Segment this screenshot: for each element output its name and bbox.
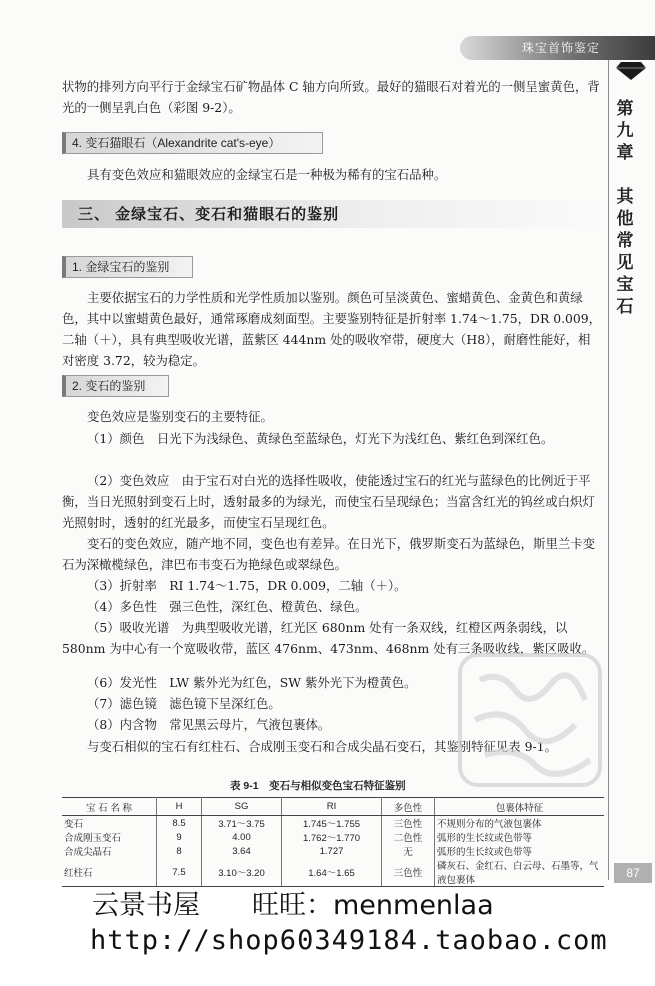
table-cell: 1.64～1.65 [282,858,382,887]
table-row [62,830,604,844]
table-cell: 3.10～3.20 [202,858,282,887]
table-cell: 1.745～1.755 [282,816,382,831]
header-title: 珠宝首饰鉴定 [522,41,601,55]
paragraph-chrysoberyl-identification: 主要依据宝石的力学性质和光学性质加以鉴别。颜色可呈淡黄色、蜜蜡黄色、金黄色和黄绿色，其中以蜜蜡黄色最好，通常琢磨成刻面型。主要鉴别特征是折射率 1.74～1.75，DR 0.009，二轴（＋），具有典型吸收光谱，蓝紫区 444nm 处的吸收窄带，硬度大（H8），耐磨性能好，相对密度 3.72，较为稳定。 [62,290,602,368]
section-title: 三、 金绿宝石、变石和猫眼石的鉴别 [78,206,340,223]
table-cell: 合成尖晶石 [62,844,157,858]
chapter-title-char: 见 [616,253,634,273]
table-header-row [62,798,604,816]
table-cell: 4.00 [202,830,282,844]
table-cell: 三色性 [382,816,435,831]
paragraph-color-change: （2）变色效应 由于宝石对白光的选择性吸收，使能透过宝石的红光与蓝绿色的比例近于平衡，当日光照射到变石上时，透射最多的为绿光，而使宝石呈现绿色；当富含红光的钨丝或白炽灯光照射时，透射的红光最多，而使宝石呈现红色。 [62,473,595,530]
chapter-title-char: 他 [616,209,634,229]
label-alexandrite-identification: 2. 变石的鉴别 [62,375,169,397]
table-cell: 弧形的生长纹或色带等 [437,847,533,858]
table-cell: 磷灰石、金红石、白云母、石墨等，气液包裹体 [435,858,605,887]
table-header-cell: 包裹体特征 [435,798,605,816]
table-header-cell: SG [202,798,282,816]
paragraph-color: （1）颜色 日光下为浅绿色、黄绿色至蓝绿色，灯光下为浅红色、紫红色到深红色。 [87,431,554,446]
paragraph-alexandrite-intro: 变色效应是鉴别变石的主要特征。 [87,409,273,424]
footer-url[interactable]: http://shop60349184.taobao.com [90,925,608,956]
table-cell: 7.5 [157,858,202,887]
sidebar-rule [608,60,609,880]
footer-shop-info [92,883,494,922]
table-cell: 3.71～3.75 [202,816,282,831]
sidebar-chapter [614,98,636,318]
table-cell: 合成刚玉变石 [62,830,157,844]
table-header-cell: 宝 石 名 称 [62,798,157,816]
page-number: 87 [614,863,652,883]
chapter-title-char: 石 [616,297,634,317]
table-header-cell: RI [282,798,382,816]
paragraph-color-change-origin: 变石的变色效应，随产地不同，变色也有差异。在日光下，俄罗斯变石为蓝绿色，斯里兰卡变石为深橄榄绿色，津巴布韦变石为艳绿色或翠绿色。 [62,536,596,572]
table-cell: 不规则分布的气液包裹体 [437,819,542,830]
footer-wangwang: 旺旺：menmenlaa [252,890,494,921]
paragraph-inclusions: （8）内含物 常见黑云母片，气液包裹体。 [87,717,331,732]
paragraph-pleochroism: （4）多色性 强三色性，深红色、橙黄色、绿色。 [87,599,368,614]
paragraph-similar-gems: 与变石相似的宝石有红柱石、合成刚玉变石和合成尖晶石变石，其鉴别特征见表 9-1。 [87,739,557,754]
chapter-char: 章 [616,143,634,163]
table-row [62,816,604,831]
table-cell: 8.5 [157,816,202,831]
paragraph-refractive-index: （3）折射率 RI 1.74～1.75，DR 0.009，二轴（＋）。 [87,578,407,593]
table-cell: 1.727 [282,844,382,858]
paragraph-luminescence: （6）发光性 LW 紫外光为红色，SW 紫外光下为橙黄色。 [87,675,417,690]
footer-shop-name: 云景书屋 [92,890,200,921]
comparison-table [62,797,604,887]
table-cell: 9 [157,830,202,844]
gem-icon [616,62,646,80]
table-cell: 三色性 [382,858,435,887]
table-header-cell: H [157,798,202,816]
label-alexandrite-cats-eye: 4. 变石猫眼石（Alexandrite cat's-eye） [62,132,323,154]
paragraph-alexandrite-cats-eye: 具有变色效应和猫眼效应的金绿宝石是一种极为稀有的宝石品种。 [87,167,447,182]
label-chrysoberyl-identification: 1. 金绿宝石的鉴别 [62,256,193,278]
table-cell: 8 [157,844,202,858]
intro-paragraph: 状物的排列方向平行于金绿宝石矿物晶体 C 轴方向所致。最好的猫眼石对着光的一侧呈蜜黄色，背光的一侧呈乳白色（彩图 9-2）。 [62,79,600,115]
paragraph-absorption-spectrum: （5）吸收光谱 为典型吸收光谱，红光区 680nm 处有一条双线，红橙区两条弱线，以 580nm 为中心有一个宽吸收带，蓝区 476nm、473nm、468nm 处有三条吸收线，紫区吸收。 [62,620,595,656]
chapter-title-char: 宝 [616,275,634,295]
table-cell: 二色性 [382,830,435,844]
chapter-title-char: 其 [616,187,634,207]
table-cell: 变石 [62,816,157,831]
chapter-char: 九 [616,121,634,141]
table-cell: 红柱石 [62,858,157,887]
table-caption: 表 9-1 变石与相似变色宝石特征鉴别 [230,780,406,792]
table-cell: 3.64 [202,844,282,858]
table-cell: 无 [382,844,435,858]
watermark-seal [455,650,605,790]
table-cell: 弧形的生长纹或色带等 [437,833,533,844]
chapter-char: 第 [616,99,634,119]
paragraph-chelsea-filter: （7）滤色镜 滤色镜下呈深红色。 [87,696,281,711]
table-row [62,844,604,858]
table-header-cell: 多色性 [382,798,435,816]
chapter-title-char: 常 [616,231,634,251]
table-cell: 1.762～1.770 [282,830,382,844]
